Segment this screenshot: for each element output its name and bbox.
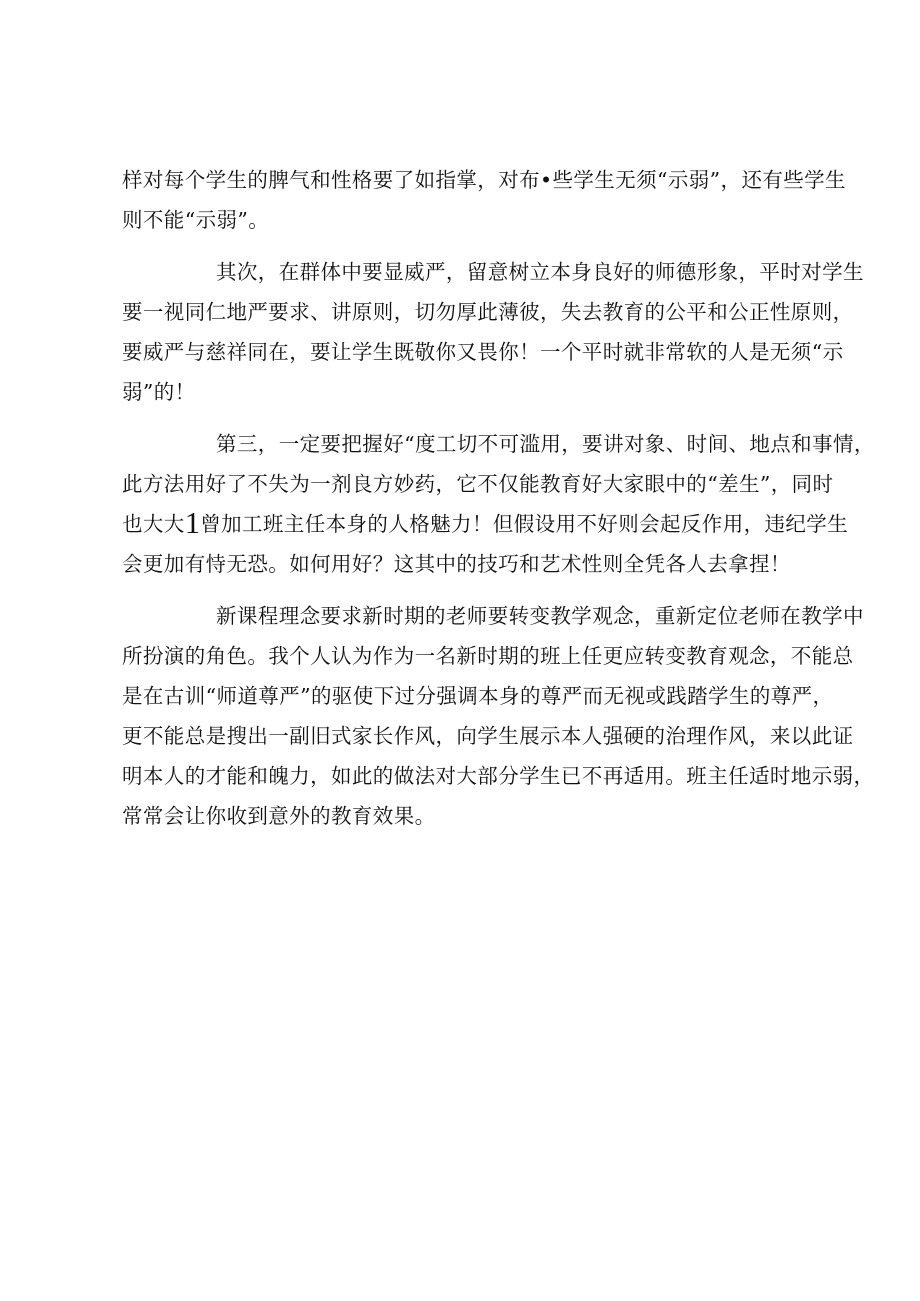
text-line: 是在古训“师道尊严”的驱使下过分强调本身的尊严而无视或践踏学生的尊严，	[122, 684, 834, 708]
text-line: 此方法用好了不失为一剂良方妙药，它不仅能教育好大家眼中的“差生”，同时	[122, 472, 834, 496]
text-line: 第三，一定要把握好“度工切不可滥用，要讲对象、时间、地点和事情，	[216, 432, 875, 456]
text-segment: 也大大	[122, 512, 185, 536]
text-line: 要威严与慈祥同在，要让学生既敬你又畏你！一个平时就非常软的人是无须“示	[122, 340, 844, 364]
text-line: 新课程理念要求新时期的老师要转变教学观念，重新定位老师在教学中	[216, 604, 864, 628]
text-line: 要一视同仁地严要求、讲原则，切勿厚此薄彼，失去教育的公平和公正性原则，	[122, 300, 854, 324]
text-line-with-large-digit	[122, 504, 849, 544]
paragraph-spacing	[122, 584, 800, 596]
text-line: 所扮演的角色。我个人认为作为一名新时期的班上任更应转变教育观念，不能总	[122, 644, 854, 668]
paragraph-4	[122, 596, 875, 836]
text-line: 其次，在群体中要显威严，留意树立本身良好的师德形象，平时对学生	[216, 260, 864, 284]
text-line: 更不能总是搜出一副旧式家长作风，向学生展示本人强硬的治理作风，来以此证	[122, 724, 854, 748]
text-line: 明本人的才能和魄力，如此的做法对大部分学生已不再适用。班主任适时地示弱，	[122, 764, 875, 788]
paragraph-spacing	[122, 240, 800, 252]
paragraph-2	[122, 252, 864, 412]
text-segment: 曾加工班主任本身的人格魅力！但假设用不好则会起反作用，违纪学生	[200, 512, 849, 536]
document-body	[122, 160, 875, 836]
text-line: 样对每个学生的脾气和性格要了如指掌，对布•些学生无须“示弱”，还有些学生	[122, 168, 846, 192]
paragraph-3	[122, 424, 875, 584]
large-digit: 1	[184, 505, 201, 540]
text-line: 会更加有恃无恐。如何用好？这其中的技巧和艺术性则全凭各人去拿捏！	[122, 552, 791, 576]
text-line: 弱”的！	[122, 380, 196, 404]
paragraph-spacing	[122, 412, 800, 424]
text-line: 则不能“示弱”。	[122, 208, 270, 232]
paragraph-1	[122, 160, 846, 240]
text-line: 常常会让你收到意外的教育效果。	[122, 804, 436, 828]
